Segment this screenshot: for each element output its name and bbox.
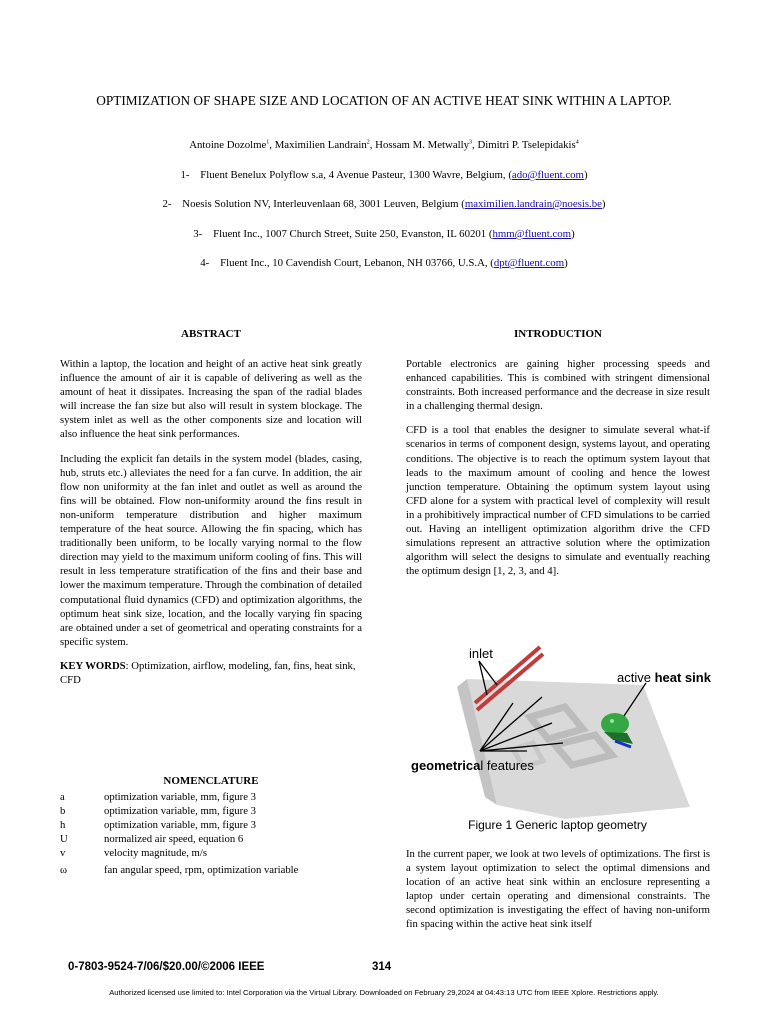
nomenclature-list [60, 790, 360, 878]
affiliation-3 [40, 228, 728, 240]
abstract-paragraph: Within a laptop, the location and height of an active heat sink greatly influence the amount of air it is capable of delivering as well as the amount of heat it dissipates. Increasing the span of the radial blades will increase the fan size but also will result in system blockage. The system inlet as well as the other components size and location will also influence the heat sink performances. [60, 358, 362, 441]
nomenclature-desc: normalized air speed, equation 6 [104, 833, 244, 846]
abstract-paragraph: Including the explicit fan details in the system model (blades, casing, hub, struts etc.) alleviates the need for a fan curve. In addition, the air flow non uniformity at the fan inlet and outlet as well as around the fins will be obtained. Flow non-uniformity around the fins result in non-uniform temperature distribution and higher maximum temperature of the heat source. Allowing the fin spacing, which has traditionally been uniform, to be locally varying normal to the flow direction may yield to the maximum uniform cooling of fins. This will result in less temperature stratification of the fins and their base and lower the maximum temperature. Through the combination of detailed computational fluid dynamics (CFD) and optimization algorithms, the optimum heat sink size, location, and the locally varying fin spacing are obtained under a set of geometrical and operating constraints for a specific system. [60, 452, 362, 648]
active-heat-sink [601, 713, 629, 735]
nomenclature-heading: NOMENCLATURE [163, 775, 259, 787]
author-name: Maximilien Landrain [274, 139, 367, 151]
affiliation-number: 1- [180, 169, 190, 181]
nomenclature-symbol: ω [60, 864, 68, 877]
email-link[interactable]: hmm@fluent.com [492, 228, 572, 240]
heat-sink-hub [610, 719, 614, 723]
affiliation-close: ) [583, 169, 588, 181]
nomenclature-desc: velocity magnitude, m/s [104, 847, 207, 860]
author-sup: 1 [266, 139, 270, 146]
page-number: 314 [372, 961, 392, 973]
affiliation-1 [40, 169, 728, 181]
introduction-body-cont [406, 847, 710, 942]
affiliation-close: ) [571, 228, 575, 240]
nomenclature-symbol: a [60, 791, 65, 803]
introduction-heading: INTRODUCTION [513, 328, 602, 340]
affiliation-text: Fluent Benelux Polyflow s.a, 4 Avenue Pasteur, 1300 Wavre, Belgium, ( [200, 169, 512, 181]
nomenclature-desc: optimization variable, mm, figure 3 [104, 805, 256, 818]
author-sup: 3 [469, 139, 473, 146]
affiliation-text: Fluent Inc., 10 Cavendish Court, Lebanon, NH 03766, U.S.A, ( [220, 257, 494, 269]
email-link[interactable]: dpt@fluent.com [493, 257, 565, 269]
geometrical-features-label [411, 758, 534, 773]
abstract-heading: ABSTRACT [181, 328, 241, 340]
nomenclature-row [60, 790, 360, 804]
nomenclature-desc: fan angular speed, rpm, optimization variable [104, 864, 299, 877]
inlet-label: inlet [469, 646, 493, 661]
affiliation-2 [40, 198, 728, 210]
introduction-paragraph: CFD is a tool that enables the designer to simulate several what-if scenarios in terms of component design, systems layout, and operating conditions. The objective is to reach the optimum system layout that leads to the maximum amount of cooling and hence the lowest junction temperature. Obtaining the optimum system layout using CFD alone for a system with practical level of complexity will result in a prohibitively impractical number of CFD simulations to be carried out. Having an intelligent optimization algorithm drive the CFD simulations represent an attractive solution where the optimization algorithm will select the designs to simulate and eventually reaching the optimum design [1, 2, 3, and 4]. [406, 424, 710, 578]
author-name: Hossam M. Metwally [375, 139, 470, 151]
nomenclature-desc: optimization variable, mm, figure 3 [104, 819, 256, 832]
geom-label-a: geometrica [411, 758, 481, 773]
author-sup: 4 [575, 139, 579, 146]
affiliation-number: 4- [200, 257, 210, 269]
nomenclature-row [60, 846, 360, 860]
heat-sink-label-b: heat sink [654, 670, 711, 685]
email-link[interactable]: ado@fluent.com [511, 169, 584, 181]
heat-sink-label [617, 670, 712, 685]
nomenclature-symbol: U [60, 833, 68, 846]
affiliation-close: ) [564, 257, 568, 269]
keywords-label: KEY WORDS [60, 659, 126, 672]
affiliation-number: 2- [162, 198, 172, 210]
affiliation-number: 3- [193, 228, 203, 240]
laptop-geometry-figure [405, 637, 715, 842]
nomenclature-row [60, 863, 360, 877]
keywords-text: : Optimization, airflow, modeling, fan, fins, heat sink, CFD [60, 659, 356, 686]
nomenclature-row [60, 818, 360, 832]
paper-title: OPTIMIZATION OF SHAPE SIZE AND LOCATION OF AN ACTIVE HEAT SINK WITHIN A LAPTOP. [96, 93, 672, 108]
affiliation-text: Fluent Inc., 1007 Church Street, Suite 250, Evanston, IL 60201 ( [213, 228, 493, 240]
author-name: Antoine Dozolme [189, 139, 267, 151]
nomenclature-row [60, 832, 360, 846]
abstract-body [60, 357, 362, 697]
affiliation-text: Noesis Solution NV, Interleuvenlaan 68, 3001 Leuven, Belgium ( [182, 198, 465, 210]
author-sup: 2 [366, 139, 370, 146]
nomenclature-row [60, 804, 360, 818]
introduction-body [406, 357, 710, 588]
author-list: Antoine Dozolme$^1$, Maximilien Landrain$^2$, Hossam M. Metwally$^3$, Dimitri P. Tselepidakis$^4$ [189, 139, 579, 151]
keywords [60, 659, 362, 687]
figure-caption: Figure 1 Generic laptop geometry [468, 818, 647, 832]
nomenclature-desc: optimization variable, mm, figure 3 [104, 791, 256, 803]
footer-isbn: 0-7803-9524-7/06/$20.00/©2006 IEEE [68, 961, 265, 973]
nomenclature-symbol: h [60, 819, 66, 832]
affiliation-4 [40, 257, 728, 269]
geom-label-b: l features [480, 758, 534, 773]
introduction-paragraph: In the current paper, we look at two levels of optimizations. The first is a system layout optimization to select the optimal dimensions and location of an active heat sink within an enclosure representing a laptop under certain operating and dimensional constraints. The second optimization is investigating the effect of having non-uniform fin spacing within the active heat sink itself [406, 848, 710, 931]
nomenclature-symbol: v [60, 847, 66, 860]
affiliation-close: ) [601, 198, 606, 210]
email-link[interactable]: maximilien.landrain@noesis.be [464, 198, 602, 210]
heat-sink-label-a: active [617, 670, 655, 685]
license-notice: Authorized licensed use limited to: Intel Corporation via the Virtual Library. Downloaded on February 29,2024 at 04:43:13 UTC from IEEE Xplore. Restrictions apply. [109, 988, 659, 997]
introduction-paragraph: Portable electronics are gaining higher processing speeds and enhanced capabilities. This is combined with stringent dimensional constraints. Both increased performance and the decrease in size result in a challenging thermal design. [406, 358, 710, 413]
author-name: Dimitri P. Tselepidakis [477, 139, 576, 151]
nomenclature-symbol: b [60, 805, 66, 818]
